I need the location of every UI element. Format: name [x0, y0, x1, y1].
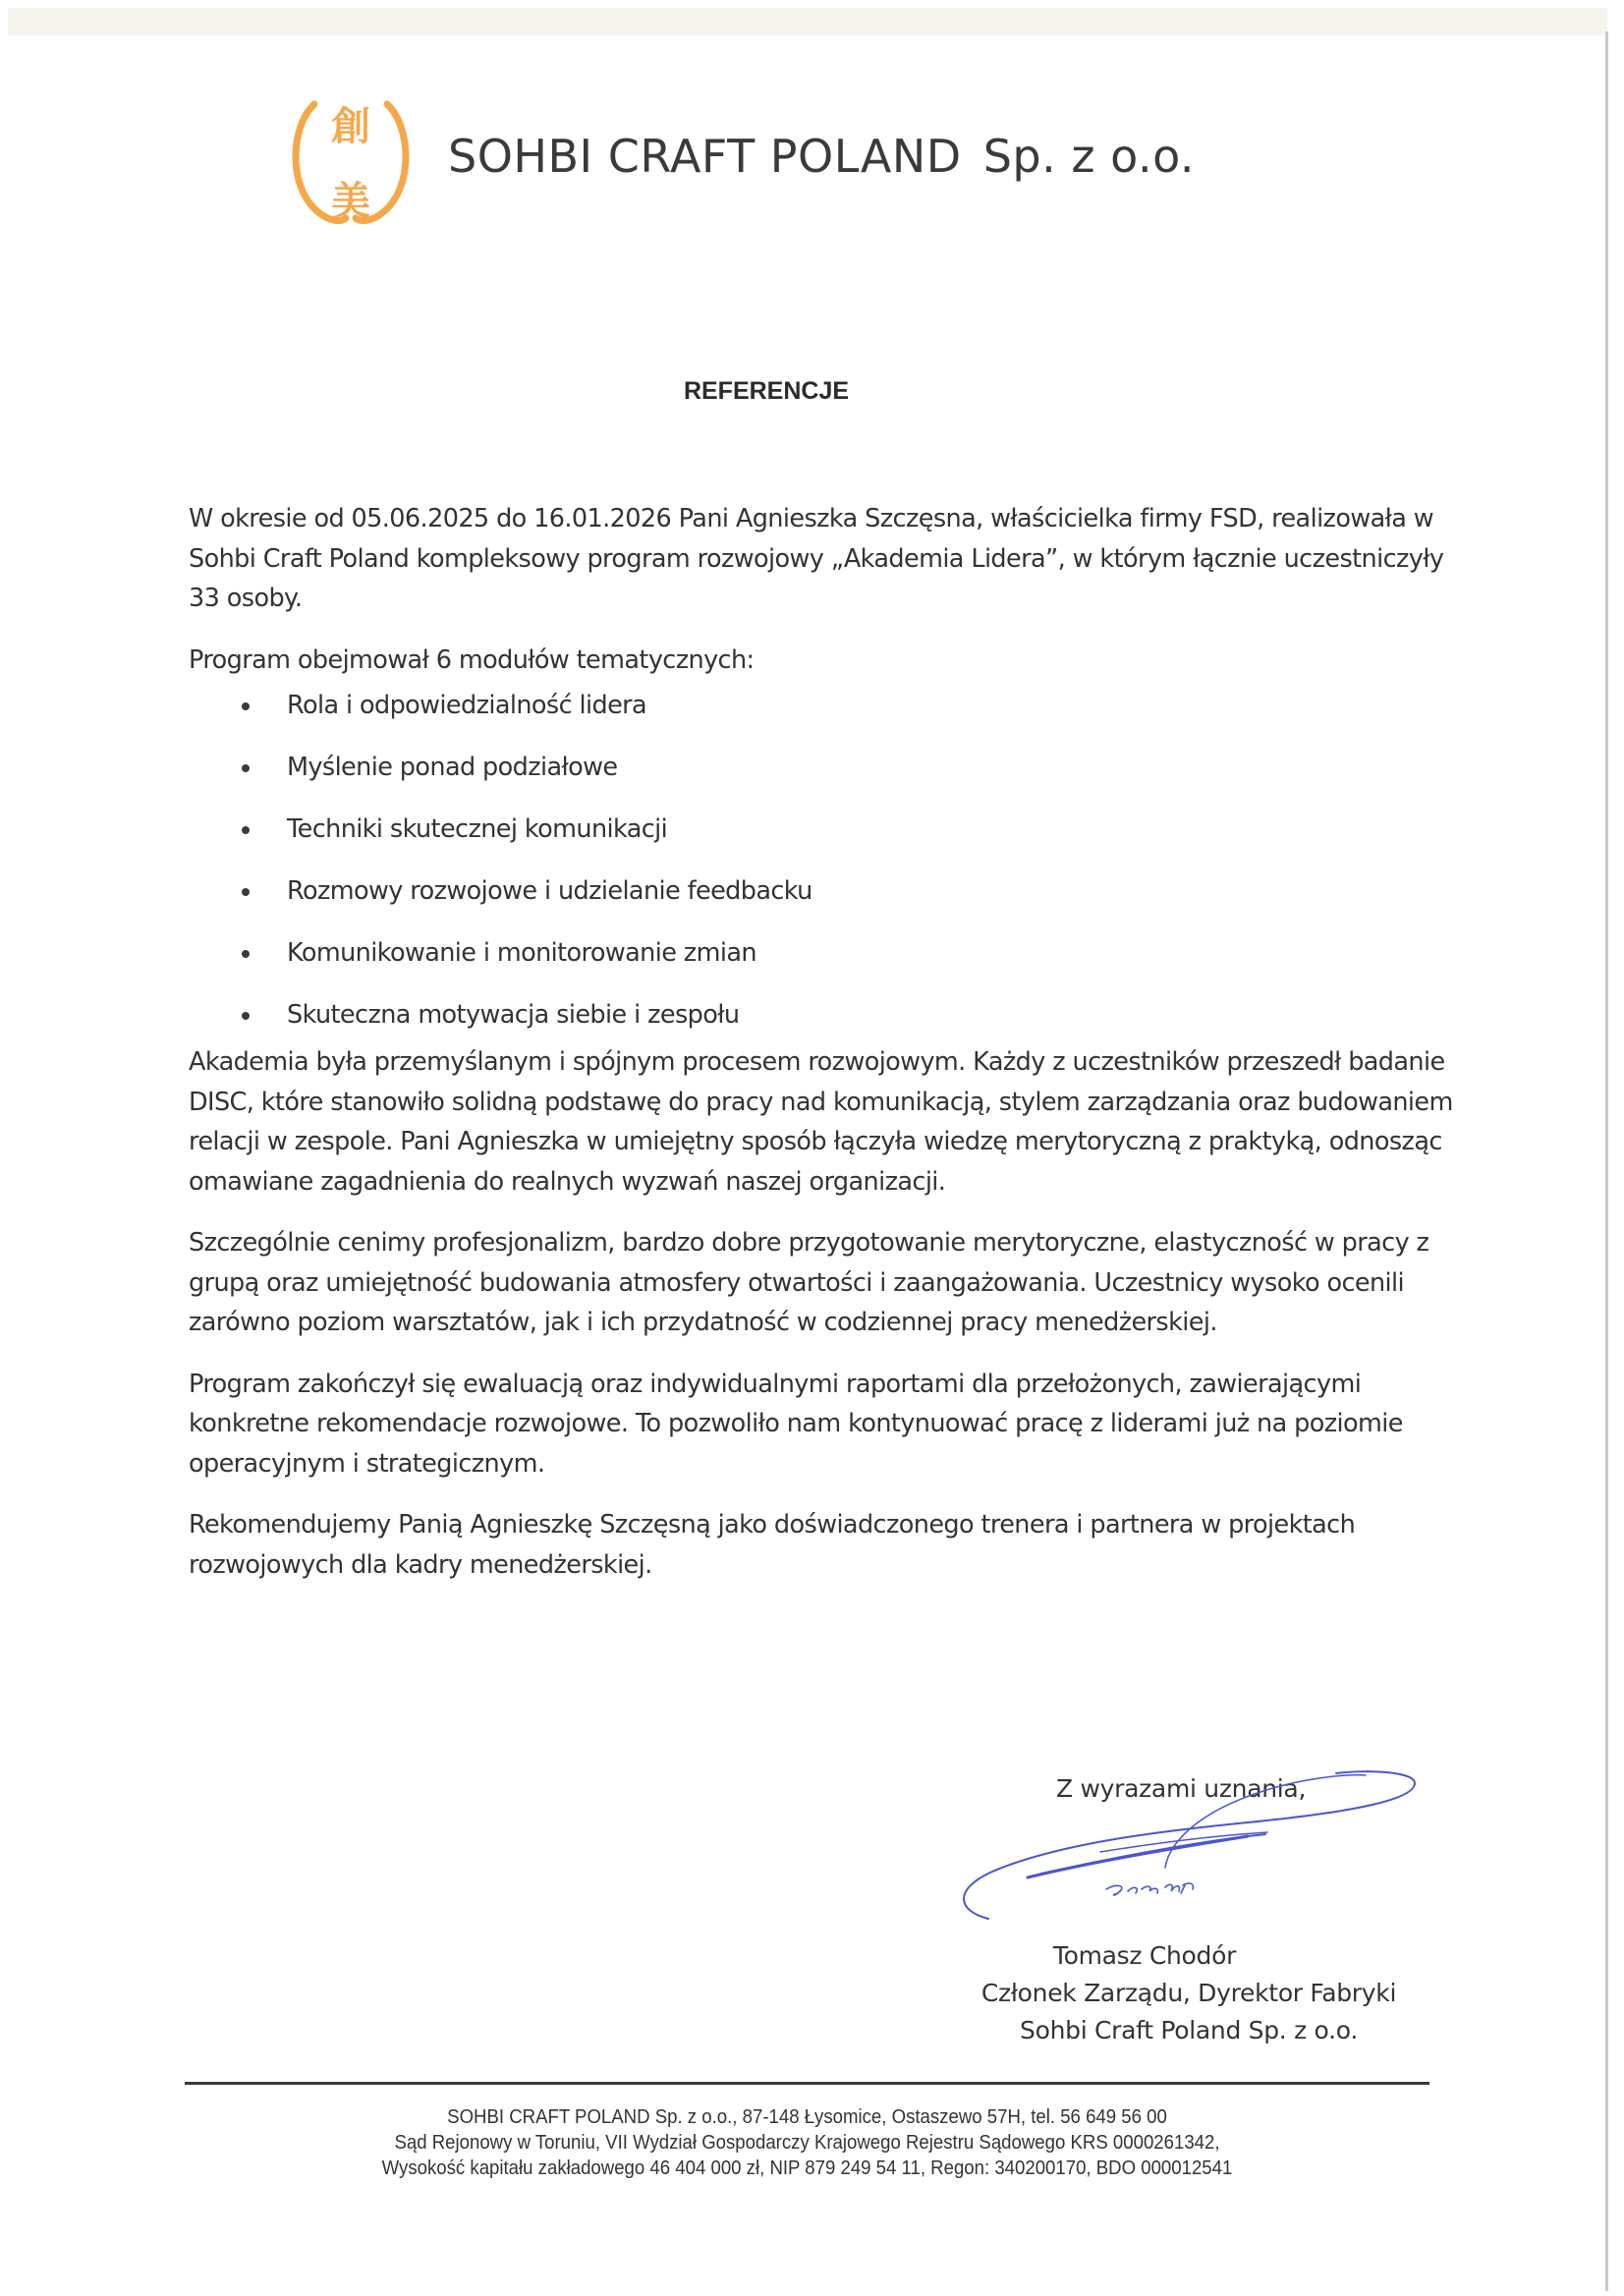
bullet-icon [242, 826, 250, 834]
module-label: Komunikowanie i monitorowanie zmian [287, 938, 756, 968]
module-item [189, 748, 1466, 810]
bullet-icon [242, 1012, 250, 1020]
bullet-icon [242, 702, 250, 710]
module-label: Myślenie ponad podziałowe [287, 753, 618, 782]
signatory-company: Sohbi Craft Poland Sp. z o.o. [1020, 2016, 1358, 2044]
modules-intro: Program obejmował 6 modułów tematycznych: [189, 644, 755, 675]
module-item [189, 995, 1466, 1040]
footer-capital-line: Wysokość kapitału zakładowego 46 404 000 zł, NIP 879 249 54 11, Regon: 340200170, BDO 000012541 [381, 2157, 1233, 2179]
letter-body [189, 499, 1466, 1606]
module-label: Techniki skutecznej komunikacji [287, 814, 668, 844]
modules-list [189, 686, 1466, 1040]
recommendation-paragraph: Rekomendujemy Panią Agnieszkę Szczęsną jako doświadczonego trenera i partnera w projektach rozwojowych dla kadry menedżerskiej. [189, 1510, 1356, 1580]
logo-top-glyph: 創 [331, 104, 370, 149]
module-item [189, 686, 1466, 748]
footer-divider [185, 2082, 1429, 2085]
sohbi-logo-icon [285, 92, 417, 226]
footer-address-line: SOHBI CRAFT POLAND Sp. z o.o., 87-148 Łysomice, Ostaszewo 57H, tel. 56 649 56 00 [447, 2106, 1167, 2128]
document-heading: REFERENCJE [683, 377, 850, 405]
signatory-name: Tomasz Chodór [1052, 1941, 1237, 1970]
evaluation-paragraph: Program zakończył się ewaluacją oraz indywidualnymi raportami dla przełożonych, zawierającymi konkretne rekomendacje rozwojowe. To pozwoliło nam kontynuować pracę z liderami już na poziomie operacyjnym i strategicznym. [189, 1369, 1403, 1479]
academy-paragraph: Akademia była przemyślanym i spójnym procesem rozwojowym. Każdy z uczestników przeszedł badanie DISC, które stanowiło solidną podstawę do pracy nad komunikacją, stylem zarządzania oraz budowaniem relacji w zespole. Pani Agnieszka w umiejętny sposób łączyła wiedzę merytoryczną z praktyką, odnosząc omawiane zagadnienia do realnych wyzwań naszej organizacji. [189, 1047, 1453, 1197]
module-label: Rozmowy rozwojowe i udzielanie feedbacku [287, 876, 812, 906]
appreciation-paragraph: Szczególnie cenimy profesjonalizm, bardzo dobre przygotowanie merytoryczne, elastyczność w pracy z grupą oraz umiejętność budowania atmosfery otwartości i zaangażowania. Uczestnicy wysoko ocenili zarówno poziom warsztatów, jak i ich przydatność w codziennej pracy menedżerskiej. [189, 1228, 1429, 1337]
module-item [189, 810, 1466, 871]
company-footer [228, 2104, 1385, 2181]
scan-page-edge [1605, 31, 1608, 2291]
handwritten-signature-icon [953, 1764, 1425, 1940]
intro-paragraph: W okresie od 05.06.2025 do 16.01.2026 Pani Agnieszka Szczęsna, właścicielka firmy FSD, realizowała w Sohbi Craft Poland kompleksowy program rozwojowy „Akademia Lidera”, w którym łącznie uczestniczyły 33 osoby. [189, 504, 1444, 613]
company-title [448, 130, 1195, 183]
closing-salutation: Z wyrazami uznania, [1056, 1774, 1307, 1803]
signatory-title: Członek Zarządu, Dyrektor Fabryki [980, 1979, 1397, 2007]
company-name: SOHBI CRAFT POLAND [448, 130, 962, 183]
module-label: Rola i odpowiedzialność lidera [287, 691, 647, 720]
company-suffix: Sp. z o.o. [982, 130, 1196, 183]
scan-top-band [8, 8, 1607, 35]
bullet-icon [242, 764, 250, 772]
bullet-icon [242, 950, 250, 958]
logo-bottom-glyph: 美 [331, 179, 370, 224]
module-item [189, 871, 1466, 933]
bullet-icon [242, 888, 250, 896]
module-label: Skuteczna motywacja siebie i zespołu [287, 1000, 740, 1030]
signatory-block [943, 1937, 1434, 2049]
footer-registry-line: Sąd Rejonowy w Toruniu, VII Wydział Gospodarczy Krajowego Rejestru Sądowego KRS 0000261342, [394, 2132, 1220, 2154]
module-item [189, 933, 1466, 995]
